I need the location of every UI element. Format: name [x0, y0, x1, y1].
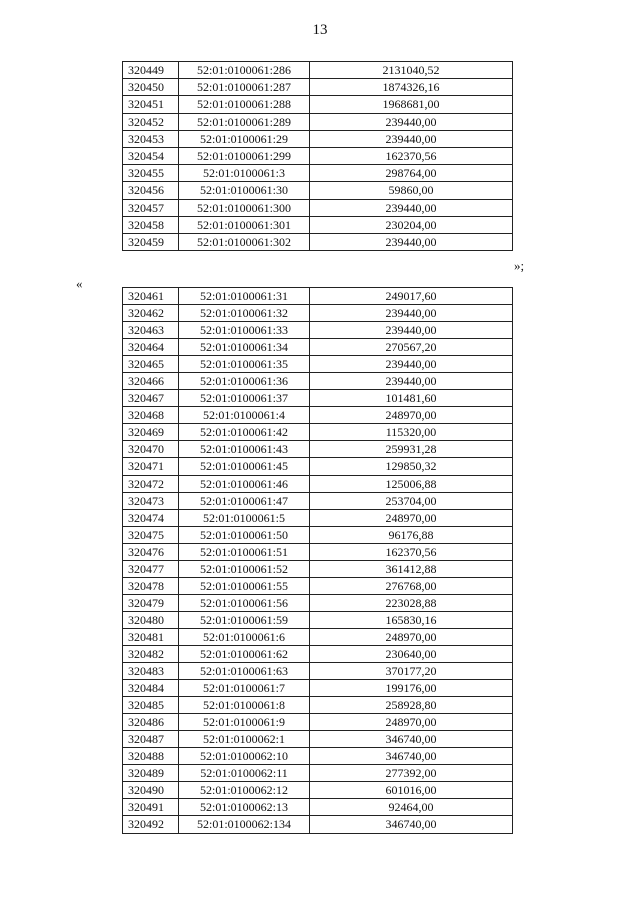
cadastral-value-cell: 101481,60 — [310, 390, 513, 407]
cadastral-value-cell: 239440,00 — [310, 373, 513, 390]
cadastral-number-cell: 52:01:0100061:34 — [179, 339, 310, 356]
table-row — [123, 543, 513, 560]
table-row — [123, 611, 513, 628]
table-row — [123, 645, 513, 662]
table-1-body — [123, 62, 513, 251]
cadastral-value-cell: 259931,28 — [310, 441, 513, 458]
row-number-cell: 320490 — [123, 782, 179, 799]
page-number: 13 — [312, 22, 328, 38]
cadastral-value-table-1 — [122, 61, 513, 251]
cadastral-number-cell: 52:01:0100061:59 — [179, 611, 310, 628]
cadastral-value-cell: 248970,00 — [310, 714, 513, 731]
row-number-cell: 320461 — [123, 288, 179, 305]
cadastral-number-cell: 52:01:0100061:289 — [179, 113, 310, 130]
table-row — [123, 816, 513, 833]
table-row — [123, 130, 513, 147]
cadastral-value-cell: 276768,00 — [310, 577, 513, 594]
cadastral-number-cell: 52:01:0100061:300 — [179, 199, 310, 216]
row-number-cell: 320484 — [123, 680, 179, 697]
cadastral-number-cell: 52:01:0100062:10 — [179, 748, 310, 765]
row-number-cell: 320463 — [123, 322, 179, 339]
cadastral-value-cell: 199176,00 — [310, 680, 513, 697]
row-number-cell: 320480 — [123, 611, 179, 628]
table-row — [123, 62, 513, 79]
cadastral-value-cell: 165830,16 — [310, 611, 513, 628]
row-number-cell: 320458 — [123, 216, 179, 233]
cadastral-number-cell: 52:01:0100061:287 — [179, 79, 310, 96]
table-row — [123, 680, 513, 697]
cadastral-value-cell: 239440,00 — [310, 199, 513, 216]
closing-quote-mark: »; — [514, 258, 525, 273]
table-row — [123, 199, 513, 216]
table-row — [123, 560, 513, 577]
row-number-cell: 320481 — [123, 628, 179, 645]
table-row — [123, 147, 513, 164]
row-number-cell: 320483 — [123, 663, 179, 680]
cadastral-value-cell: 298764,00 — [310, 165, 513, 182]
cadastral-number-cell: 52:01:0100061:288 — [179, 96, 310, 113]
cadastral-value-cell: 249017,60 — [310, 288, 513, 305]
cadastral-value-cell: 258928,80 — [310, 697, 513, 714]
table-row — [123, 475, 513, 492]
cadastral-value-cell: 361412,88 — [310, 560, 513, 577]
table-row — [123, 441, 513, 458]
cadastral-value-cell: 346740,00 — [310, 816, 513, 833]
cadastral-value-cell: 59860,00 — [310, 182, 513, 199]
row-number-cell: 320492 — [123, 816, 179, 833]
table-row — [123, 765, 513, 782]
table-row — [123, 407, 513, 424]
cadastral-number-cell: 52:01:0100061:302 — [179, 233, 310, 250]
cadastral-value-cell: 239440,00 — [310, 356, 513, 373]
row-number-cell: 320488 — [123, 748, 179, 765]
cadastral-number-cell: 52:01:0100061:3 — [179, 165, 310, 182]
row-number-cell: 320469 — [123, 424, 179, 441]
cadastral-value-cell: 239440,00 — [310, 233, 513, 250]
cadastral-value-cell: 96176,88 — [310, 526, 513, 543]
table-row — [123, 458, 513, 475]
row-number-cell: 320453 — [123, 130, 179, 147]
cadastral-value-cell: 230640,00 — [310, 645, 513, 662]
cadastral-number-cell: 52:01:0100061:51 — [179, 543, 310, 560]
cadastral-number-cell: 52:01:0100061:9 — [179, 714, 310, 731]
cadastral-value-cell: 239440,00 — [310, 113, 513, 130]
cadastral-number-cell: 52:01:0100062:134 — [179, 816, 310, 833]
cadastral-number-cell: 52:01:0100061:52 — [179, 560, 310, 577]
table-row — [123, 628, 513, 645]
cadastral-value-cell: 248970,00 — [310, 407, 513, 424]
cadastral-number-cell: 52:01:0100061:30 — [179, 182, 310, 199]
cadastral-value-cell: 129850,32 — [310, 458, 513, 475]
cadastral-value-cell: 277392,00 — [310, 765, 513, 782]
cadastral-value-cell: 270567,20 — [310, 339, 513, 356]
table-row — [123, 424, 513, 441]
cadastral-number-cell: 52:01:0100062:1 — [179, 731, 310, 748]
table-row — [123, 96, 513, 113]
row-number-cell: 320476 — [123, 543, 179, 560]
cadastral-value-cell: 1874326,16 — [310, 79, 513, 96]
row-number-cell: 320456 — [123, 182, 179, 199]
cadastral-value-cell: 92464,00 — [310, 799, 513, 816]
cadastral-number-cell: 52:01:0100061:4 — [179, 407, 310, 424]
cadastral-value-cell: 248970,00 — [310, 628, 513, 645]
table-row — [123, 748, 513, 765]
cadastral-number-cell: 52:01:0100061:62 — [179, 645, 310, 662]
opening-quote-mark: « — [76, 276, 83, 291]
row-number-cell: 320471 — [123, 458, 179, 475]
cadastral-number-cell: 52:01:0100061:47 — [179, 492, 310, 509]
cadastral-value-cell: 239440,00 — [310, 322, 513, 339]
cadastral-number-cell: 52:01:0100062:11 — [179, 765, 310, 782]
row-number-cell: 320451 — [123, 96, 179, 113]
row-number-cell: 320449 — [123, 62, 179, 79]
cadastral-value-cell: 239440,00 — [310, 130, 513, 147]
cadastral-number-cell: 52:01:0100061:31 — [179, 288, 310, 305]
row-number-cell: 320478 — [123, 577, 179, 594]
cadastral-value-cell: 2131040,52 — [310, 62, 513, 79]
table-row — [123, 182, 513, 199]
cadastral-value-cell: 223028,88 — [310, 594, 513, 611]
cadastral-value-cell: 346740,00 — [310, 748, 513, 765]
row-number-cell: 320459 — [123, 233, 179, 250]
cadastral-value-cell: 253704,00 — [310, 492, 513, 509]
cadastral-number-cell: 52:01:0100061:35 — [179, 356, 310, 373]
table-row — [123, 165, 513, 182]
cadastral-number-cell: 52:01:0100061:36 — [179, 373, 310, 390]
cadastral-number-cell: 52:01:0100061:56 — [179, 594, 310, 611]
table-row — [123, 356, 513, 373]
row-number-cell: 320464 — [123, 339, 179, 356]
row-number-cell: 320482 — [123, 645, 179, 662]
cadastral-number-cell: 52:01:0100061:6 — [179, 628, 310, 645]
table-row — [123, 113, 513, 130]
table-row — [123, 663, 513, 680]
table-row — [123, 799, 513, 816]
cadastral-number-cell: 52:01:0100062:13 — [179, 799, 310, 816]
cadastral-number-cell: 52:01:0100061:5 — [179, 509, 310, 526]
table-row — [123, 339, 513, 356]
cadastral-number-cell: 52:01:0100061:299 — [179, 147, 310, 164]
table-row — [123, 782, 513, 799]
table-2-body — [123, 288, 513, 834]
row-number-cell: 320462 — [123, 305, 179, 322]
row-number-cell: 320489 — [123, 765, 179, 782]
row-number-cell: 320477 — [123, 560, 179, 577]
table-row — [123, 731, 513, 748]
row-number-cell: 320475 — [123, 526, 179, 543]
cadastral-number-cell: 52:01:0100061:50 — [179, 526, 310, 543]
cadastral-number-cell: 52:01:0100061:43 — [179, 441, 310, 458]
table-row — [123, 233, 513, 250]
cadastral-number-cell: 52:01:0100061:42 — [179, 424, 310, 441]
cadastral-value-cell: 230204,00 — [310, 216, 513, 233]
cadastral-number-cell: 52:01:0100062:12 — [179, 782, 310, 799]
cadastral-number-cell: 52:01:0100061:301 — [179, 216, 310, 233]
cadastral-value-cell: 601016,00 — [310, 782, 513, 799]
row-number-cell: 320454 — [123, 147, 179, 164]
table-row — [123, 509, 513, 526]
cadastral-value-cell: 162370,56 — [310, 543, 513, 560]
row-number-cell: 320487 — [123, 731, 179, 748]
cadastral-number-cell: 52:01:0100061:29 — [179, 130, 310, 147]
cadastral-number-cell: 52:01:0100061:37 — [179, 390, 310, 407]
cadastral-value-cell: 239440,00 — [310, 305, 513, 322]
cadastral-number-cell: 52:01:0100061:8 — [179, 697, 310, 714]
row-number-cell: 320486 — [123, 714, 179, 731]
cadastral-number-cell: 52:01:0100061:32 — [179, 305, 310, 322]
table-row — [123, 390, 513, 407]
row-number-cell: 320491 — [123, 799, 179, 816]
row-number-cell: 320450 — [123, 79, 179, 96]
table-row — [123, 526, 513, 543]
table-row — [123, 216, 513, 233]
row-number-cell: 320485 — [123, 697, 179, 714]
table-row — [123, 288, 513, 305]
row-number-cell: 320455 — [123, 165, 179, 182]
cadastral-number-cell: 52:01:0100061:33 — [179, 322, 310, 339]
row-number-cell: 320468 — [123, 407, 179, 424]
cadastral-number-cell: 52:01:0100061:63 — [179, 663, 310, 680]
cadastral-number-cell: 52:01:0100061:55 — [179, 577, 310, 594]
row-number-cell: 320457 — [123, 199, 179, 216]
table-row — [123, 714, 513, 731]
row-number-cell: 320472 — [123, 475, 179, 492]
cadastral-value-cell: 1968681,00 — [310, 96, 513, 113]
table-row — [123, 373, 513, 390]
row-number-cell: 320465 — [123, 356, 179, 373]
row-number-cell: 320452 — [123, 113, 179, 130]
cadastral-number-cell: 52:01:0100061:7 — [179, 680, 310, 697]
table-row — [123, 697, 513, 714]
table-row — [123, 322, 513, 339]
cadastral-value-cell: 346740,00 — [310, 731, 513, 748]
row-number-cell: 320470 — [123, 441, 179, 458]
table-row — [123, 577, 513, 594]
table-row — [123, 492, 513, 509]
row-number-cell: 320474 — [123, 509, 179, 526]
row-number-cell: 320473 — [123, 492, 179, 509]
table-row — [123, 79, 513, 96]
cadastral-value-cell: 370177,20 — [310, 663, 513, 680]
cadastral-value-cell: 248970,00 — [310, 509, 513, 526]
cadastral-value-cell: 162370,56 — [310, 147, 513, 164]
table-row — [123, 594, 513, 611]
cadastral-value-table-2 — [122, 287, 513, 834]
row-number-cell: 320466 — [123, 373, 179, 390]
cadastral-number-cell: 52:01:0100061:45 — [179, 458, 310, 475]
cadastral-number-cell: 52:01:0100061:286 — [179, 62, 310, 79]
row-number-cell: 320467 — [123, 390, 179, 407]
cadastral-value-cell: 125006,88 — [310, 475, 513, 492]
table-row — [123, 305, 513, 322]
cadastral-value-cell: 115320,00 — [310, 424, 513, 441]
cadastral-number-cell: 52:01:0100061:46 — [179, 475, 310, 492]
row-number-cell: 320479 — [123, 594, 179, 611]
